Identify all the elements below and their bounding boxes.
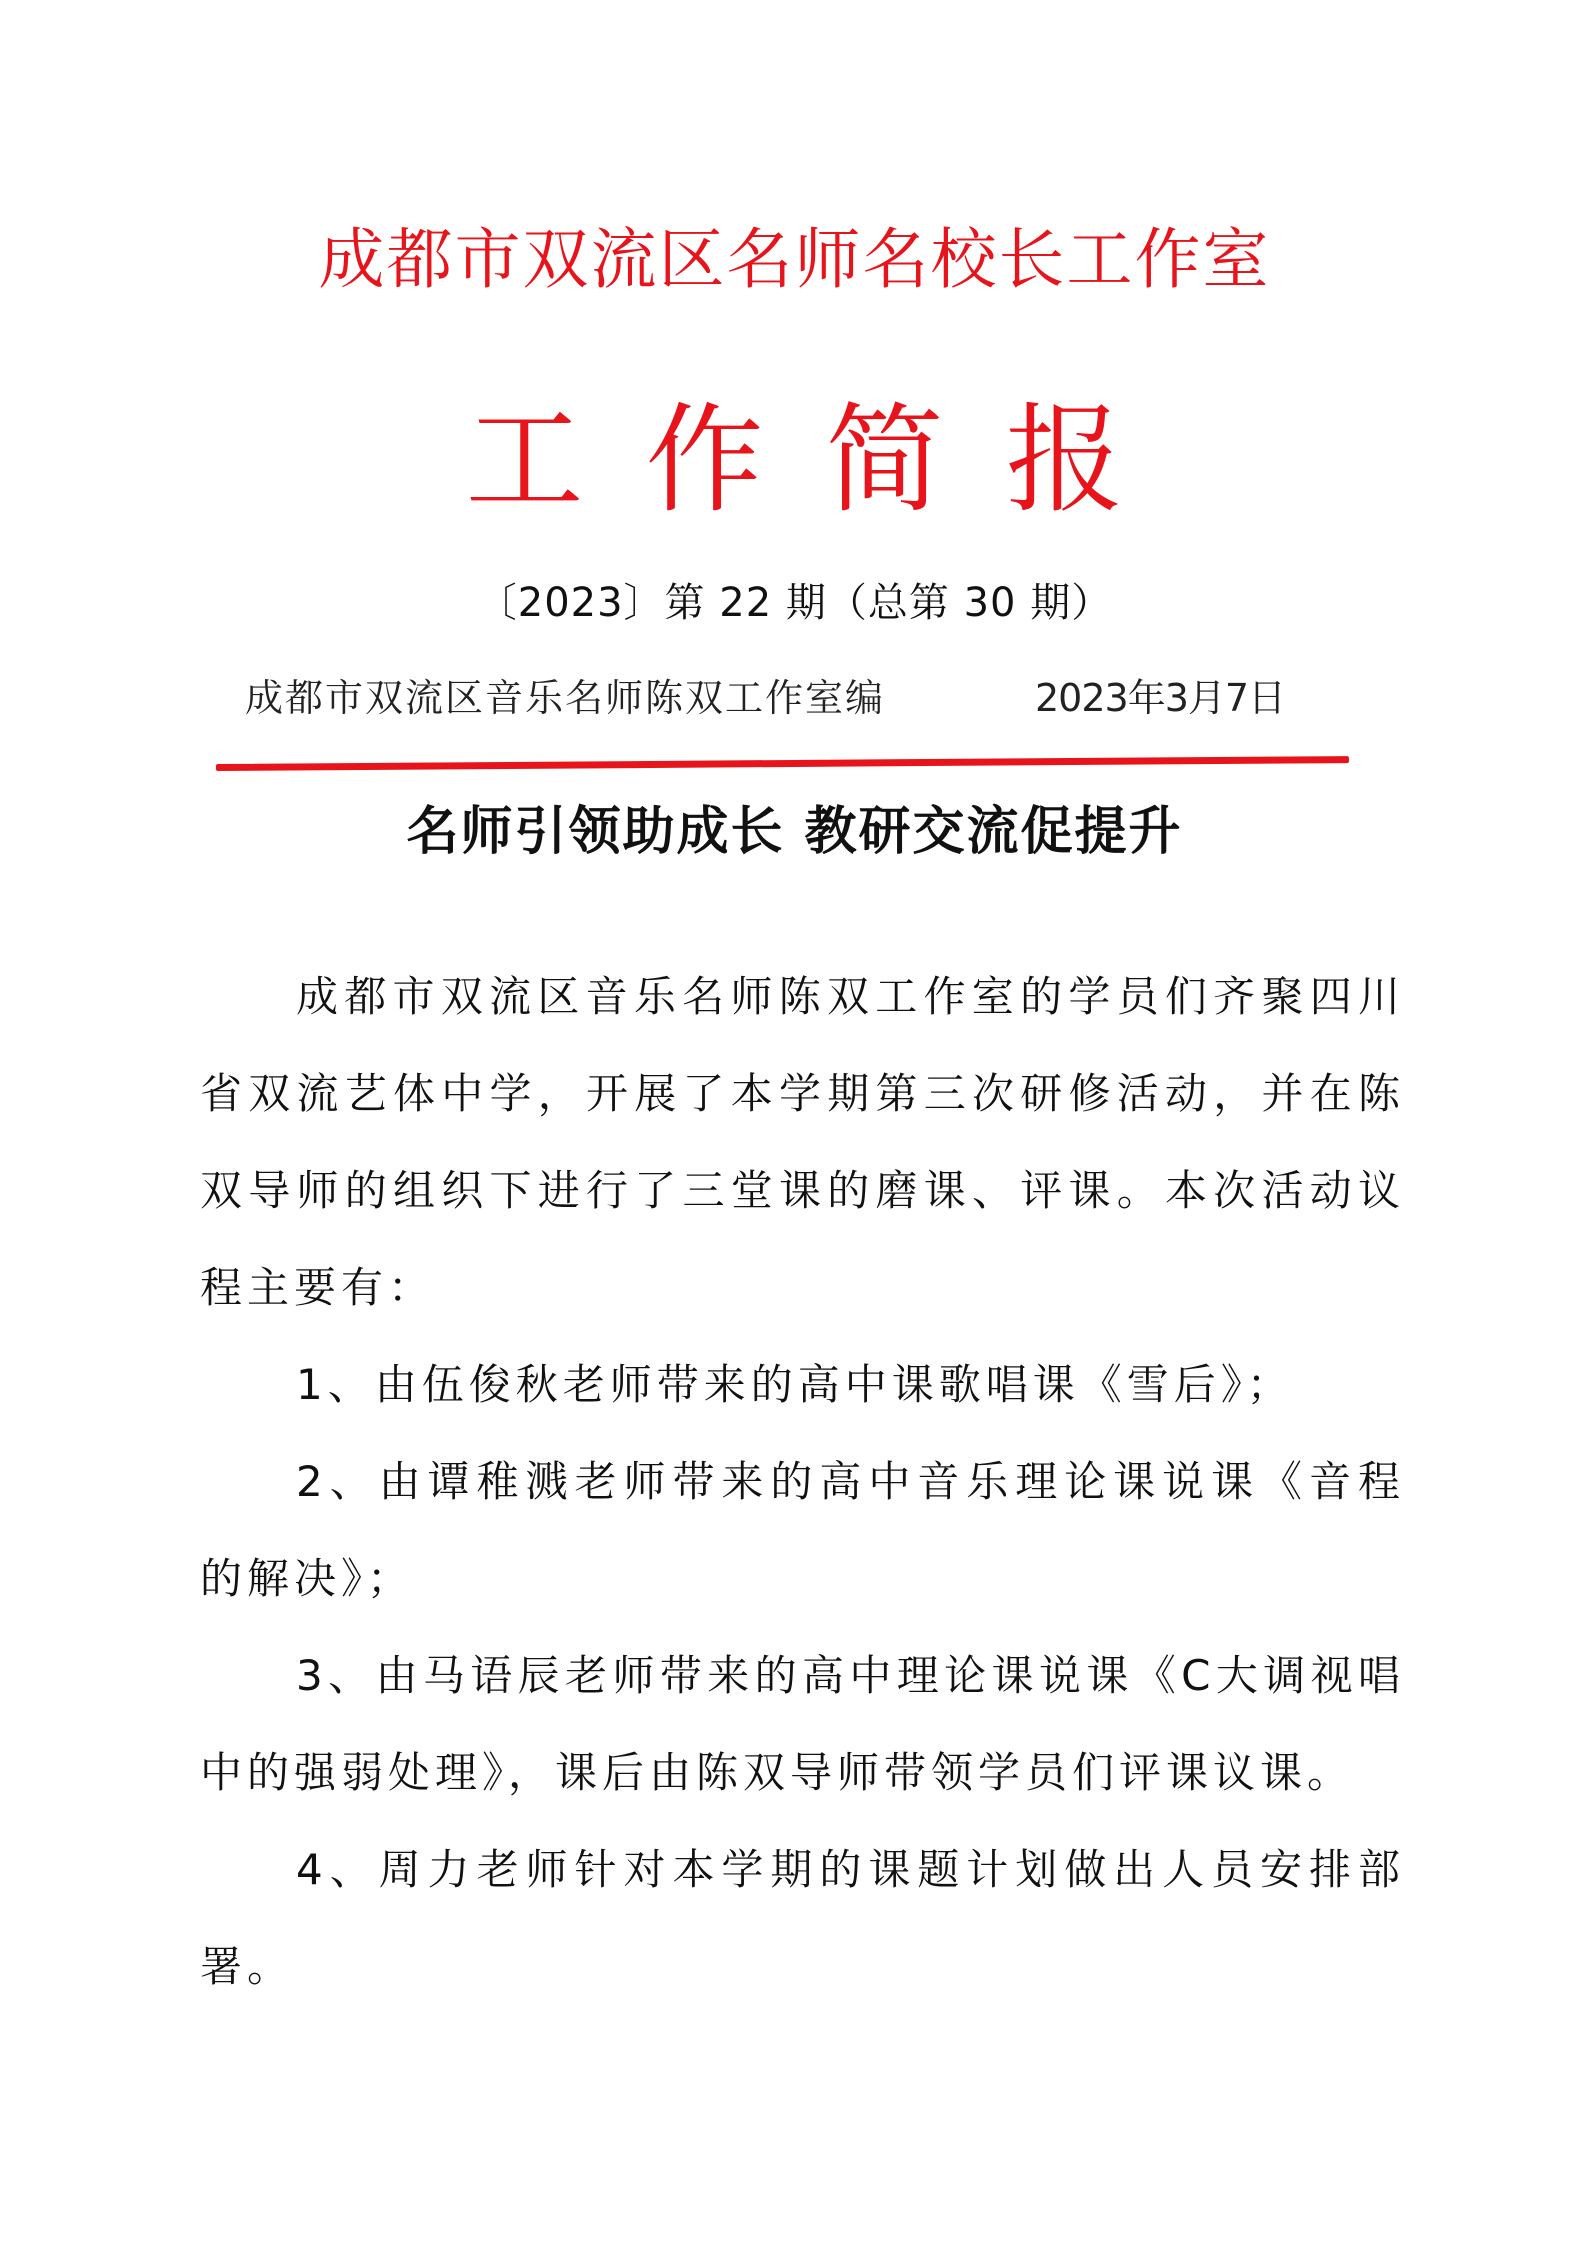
- article-title: 名师引领助成长 教研交流促提升: [406, 802, 1183, 862]
- article-body: [200, 948, 1405, 2015]
- intro-paragraph: 成都市双流区音乐名师陈双工作室的学员们齐聚四川省双流艺体中学，开展了本学期第三次研修活动，并在陈双导师的组织下进行了三堂课的磨课、评课。本次活动议程主要有：: [200, 972, 1405, 1312]
- red-divider: [216, 756, 1349, 771]
- agenda-item-4: 4、周力老师针对本学期的课题计划做出人员安排部署。: [200, 1845, 1405, 1991]
- agenda-item-2: 2、由谭稚溅老师带来的高中音乐理论课说课《音程的解决》；: [200, 1457, 1405, 1603]
- editor-line: 成都市双流区音乐名师陈双工作室编: [245, 676, 886, 720]
- issue-date: 2023年3月7日: [1035, 676, 1286, 720]
- org-title: 成都市双流区名师名校长工作室: [318, 221, 1271, 298]
- agenda-item-1: 1、由伍俊秋老师带来的高中课歌唱课《雪后》；: [296, 1360, 1294, 1409]
- bulletin-title: 工作简报: [465, 391, 1186, 529]
- issue-number: 〔2023〕第 22 期（总第 30 期）: [476, 580, 1113, 626]
- agenda-item-3: 3、由马语辰老师带来的高中理论课说课《C大调视唱中的强弱处理》，课后由陈双导师带领学员们评课议课。: [200, 1651, 1405, 1797]
